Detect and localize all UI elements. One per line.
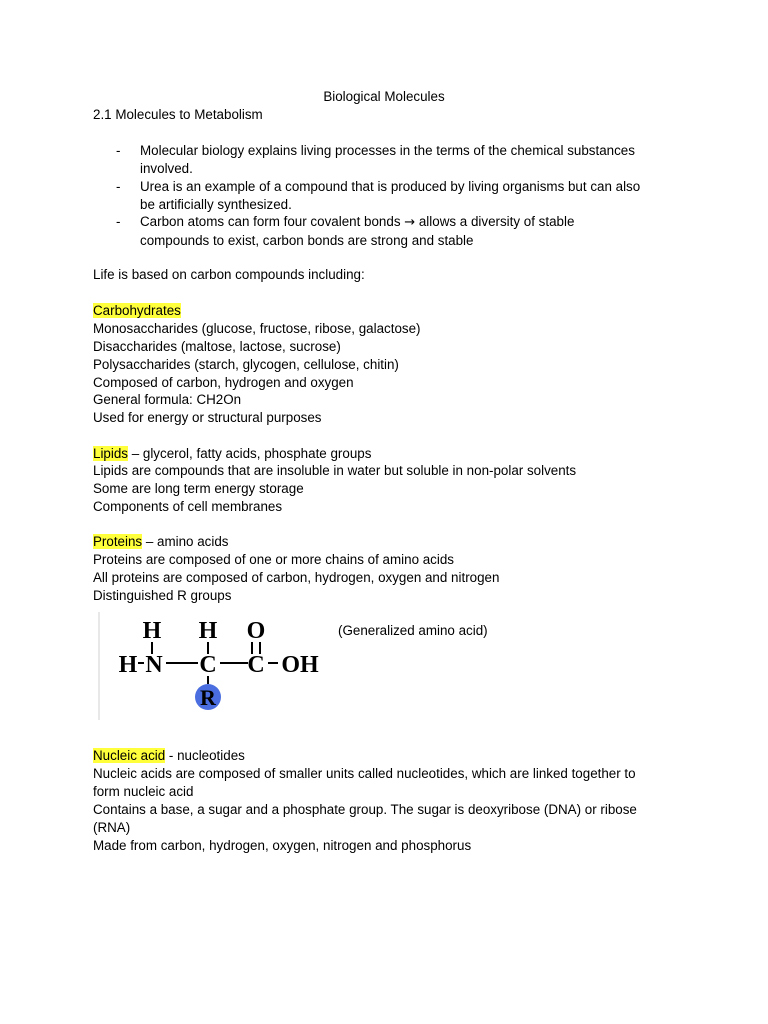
carbohydrates-line: Disaccharides (maltose, lactose, sucrose) (93, 339, 341, 354)
nucleic-acid-line: form nucleic acid (93, 784, 194, 799)
proteins-line: All proteins are composed of carbon, hydrogen, oxygen and nitrogen (93, 570, 500, 585)
bullet-item (140, 213, 680, 250)
bullet-line: Urea is an example of a compound that is produced by living organisms but can also (140, 179, 641, 194)
carbohydrates-line: Used for energy or structural purposes (93, 410, 322, 425)
bullet-dash: - (116, 179, 121, 194)
proteins-heading (93, 533, 228, 551)
carbohydrates-heading (93, 302, 181, 320)
heading-rest: - nucleotides (165, 748, 245, 763)
atom-c-carboxyl: C (247, 652, 265, 678)
nucleic-acid-line: Made from carbon, hydrogen, oxygen, nitrogen and phosphorus (93, 838, 472, 853)
lipids-line: Lipids are compounds that are insoluble in water but soluble in non-polar solvents (93, 463, 577, 478)
section-heading: 2.1 Molecules to Metabolism (93, 107, 263, 122)
bullet-line: Molecular biology explains living processes in the terms of the chemical substances (140, 143, 635, 158)
carbohydrates-line: Polysaccharides (starch, glycogen, cellulose, chitin) (93, 357, 399, 372)
bullet-line (140, 213, 680, 232)
arrow-right-icon: → (404, 215, 416, 230)
nucleic-acid-line: (RNA) (93, 820, 131, 835)
nucleic-acid-line: Contains a base, a sugar and a phosphate group. The sugar is deoxyribose (DNA) or ribose (93, 802, 637, 817)
lipids-heading (93, 445, 371, 463)
bullet-text-part: Carbon atoms can form four covalent bonds (140, 214, 405, 229)
nucleic-acid-line: Nucleic acids are composed of smaller units called nucleotides, which are linked together to (93, 766, 636, 781)
amino-acid-structure-figure (98, 612, 330, 720)
page-title: Biological Molecules (323, 89, 445, 104)
bullet-line: compounds to exist, carbon bonds are strong and stable (140, 233, 474, 248)
atom-h-top-2: H (198, 618, 218, 644)
bullet-text-part: allows a diversity of stable (415, 214, 575, 229)
carbohydrates-line: Composed of carbon, hydrogen and oxygen (93, 375, 354, 390)
atom-r: R (200, 685, 216, 710)
bullet-line: be artificially synthesized. (140, 197, 292, 212)
figure-caption: (Generalized amino acid) (338, 623, 488, 638)
atom-h-left: H (118, 652, 138, 678)
nucleic-acid-heading (93, 747, 245, 765)
atom-h-top-1: H (142, 618, 162, 644)
highlighted-term: Nucleic acid (93, 748, 166, 763)
lipids-line: Components of cell membranes (93, 499, 283, 514)
atom-o-top: O (246, 618, 266, 644)
bullet-item (140, 178, 680, 214)
carbohydrates-line: Monosaccharides (glucose, fructose, ribose, galactose) (93, 321, 421, 336)
bullet-dash: - (116, 214, 121, 229)
atom-c-alpha: C (199, 652, 217, 678)
highlighted-term: Proteins (93, 534, 143, 549)
heading-rest: – glycerol, fatty acids, phosphate groups (128, 446, 372, 461)
highlighted-term: Carbohydrates (93, 303, 181, 318)
atom-n: N (145, 652, 163, 678)
heading-rest: – amino acids (142, 534, 229, 549)
atom-oh: OH (281, 652, 319, 678)
intro-text: Life is based on carbon compounds including: (93, 267, 365, 282)
carbohydrates-line: General formula: CH2On (93, 392, 242, 407)
bullet-dash: - (116, 143, 121, 158)
highlighted-term: Lipids (93, 446, 128, 461)
bullet-line: involved. (140, 161, 193, 176)
proteins-line: Distinguished R groups (93, 588, 232, 603)
bullet-item (140, 142, 680, 178)
proteins-line: Proteins are composed of one or more chains of amino acids (93, 552, 454, 567)
lipids-line: Some are long term energy storage (93, 481, 304, 496)
